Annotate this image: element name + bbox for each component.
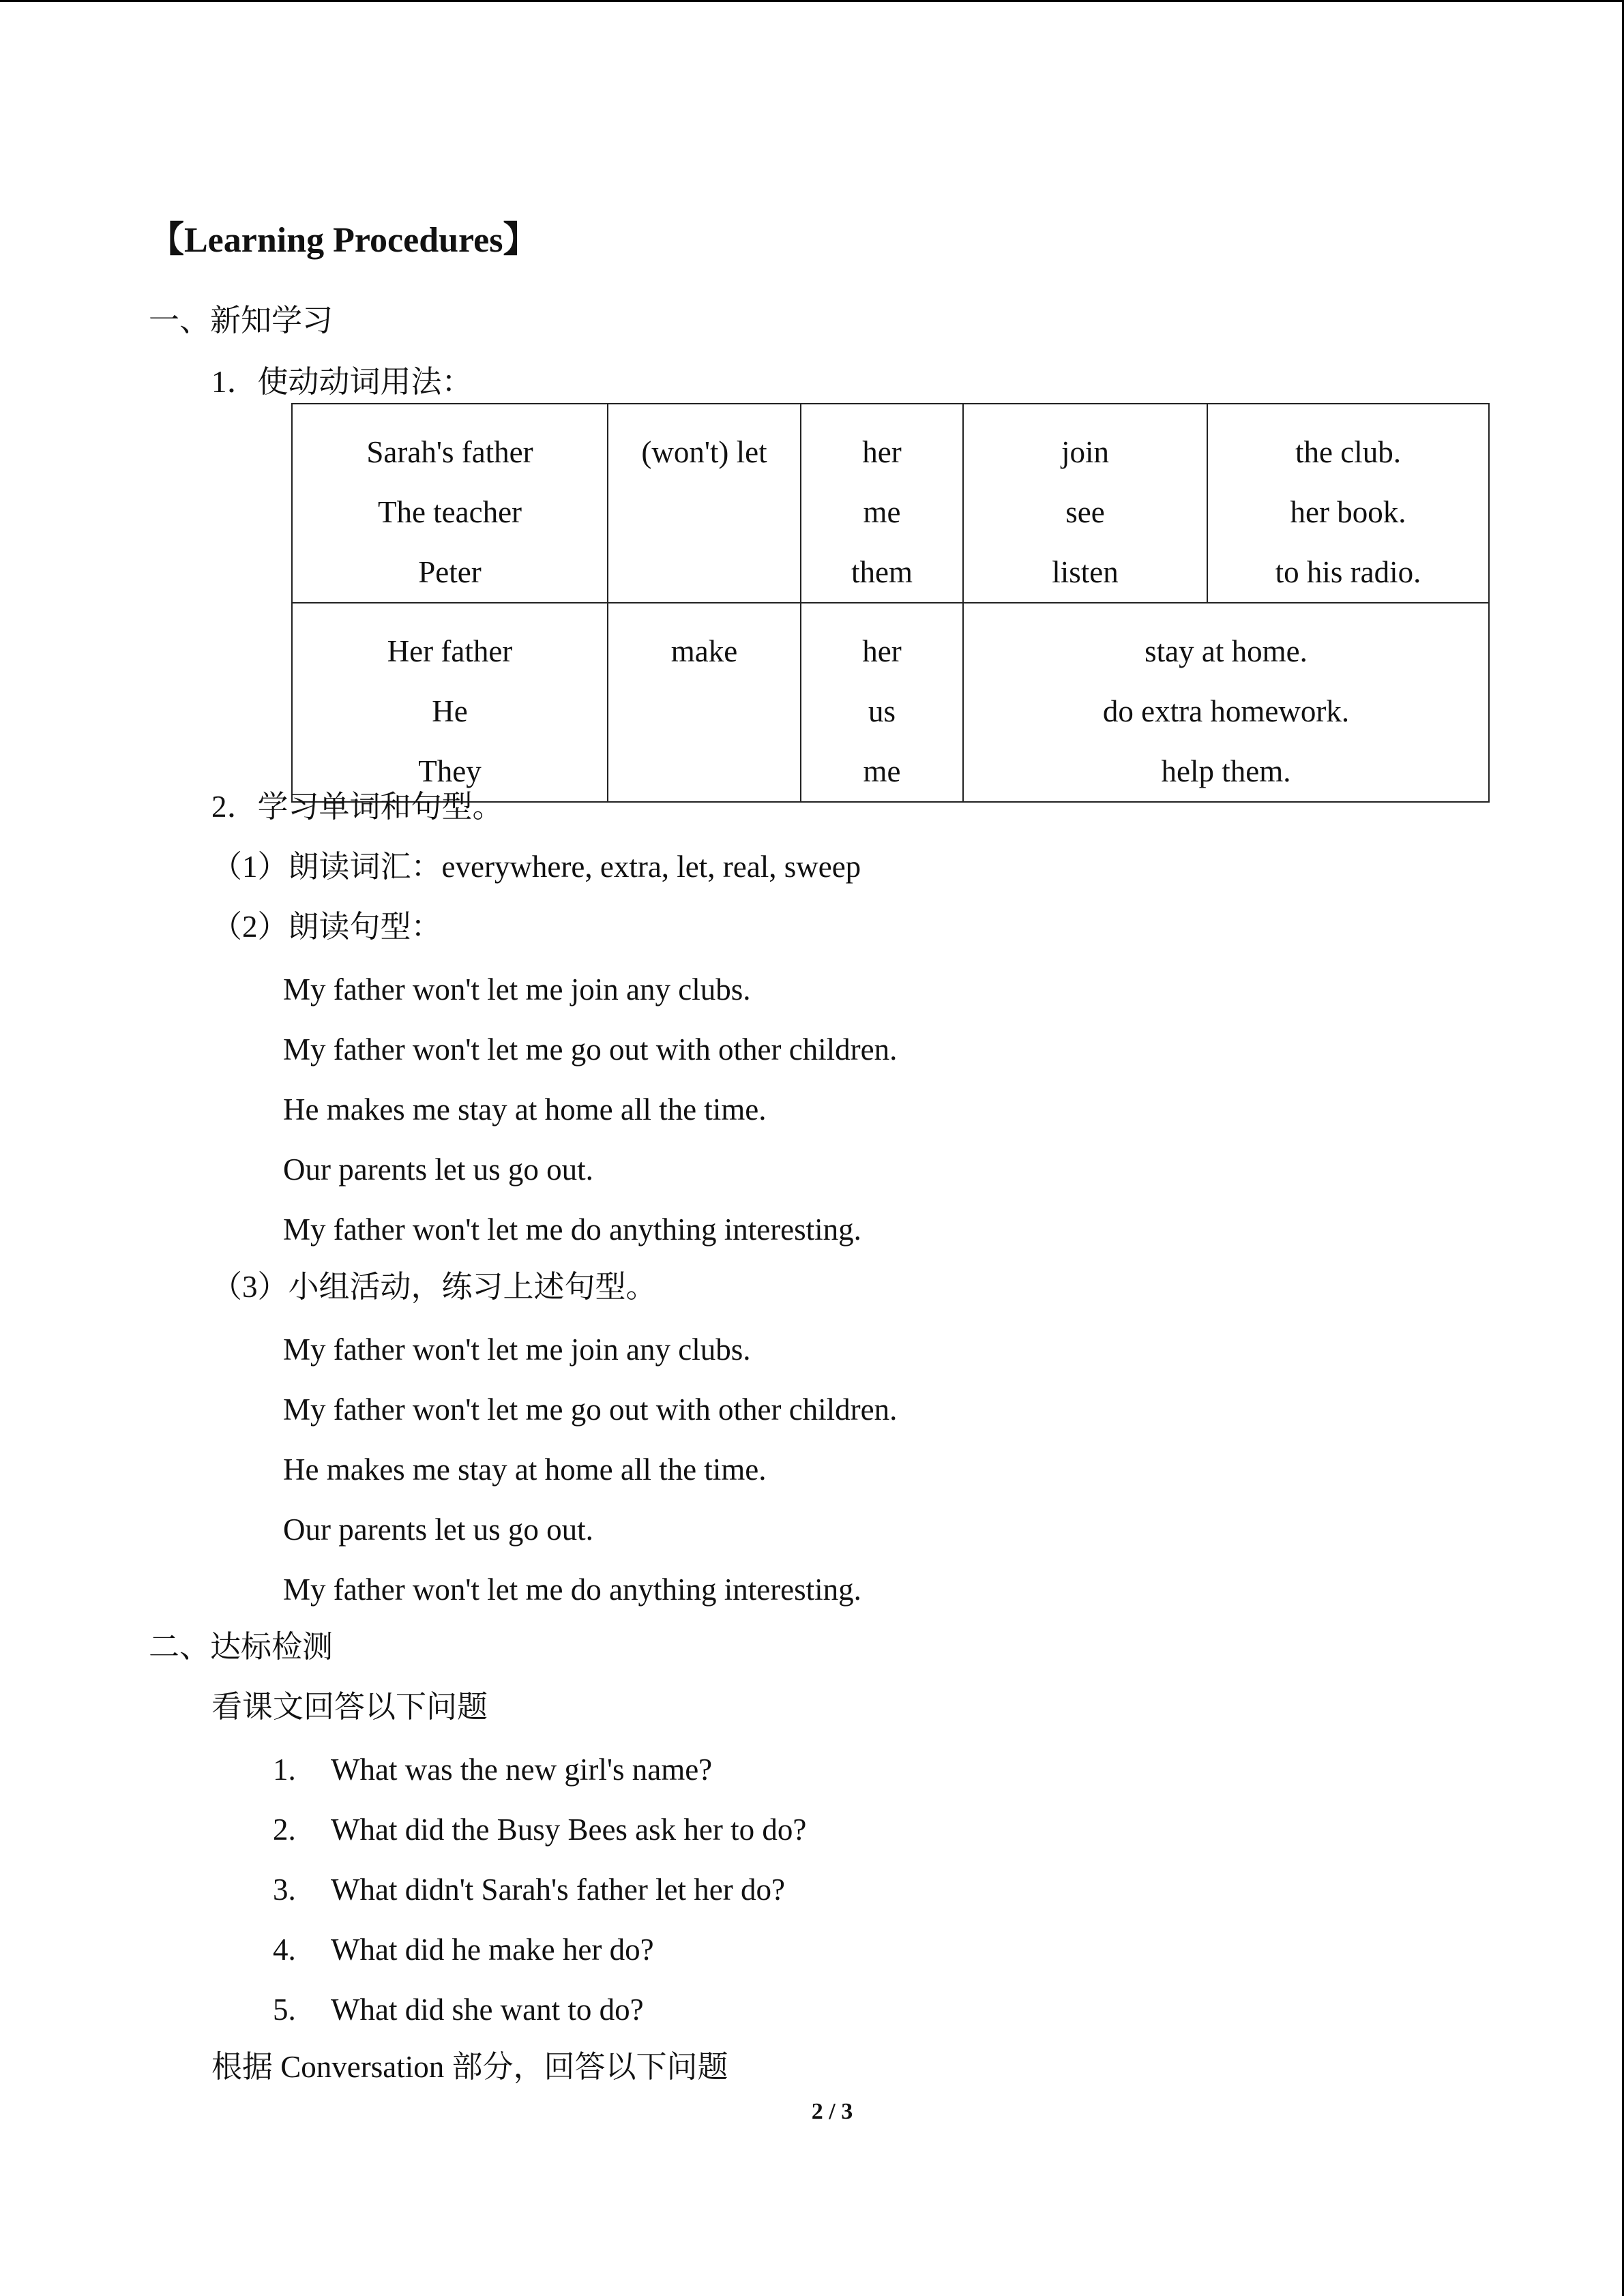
section-1-title: 一、新知学习	[149, 303, 334, 338]
sentence-patterns-label: （2）朗读句型：	[211, 910, 442, 944]
sentence-line: My father won't let me do anything interesting.	[283, 1212, 861, 1247]
question-item: 1. What was the new girl's name?	[273, 1753, 713, 1787]
section-2-title: 二、达标检测	[149, 1630, 334, 1664]
table-row-let	[292, 404, 1489, 603]
sentence-line: Our parents let us go out.	[283, 1152, 593, 1187]
question-item: 3. What didn't Sarah's father let her do?	[273, 1873, 785, 1907]
table-cell-subjects: Her father He They	[292, 603, 608, 802]
page-heading: 【Learning Procedures】	[149, 221, 539, 260]
sentence-line: My father won't let me do anything interesting.	[283, 1572, 861, 1607]
table-cell-objects: her us me	[801, 603, 963, 802]
sentence-line: My father won't let me join any clubs.	[283, 972, 751, 1007]
causative-verb-table	[291, 403, 1490, 803]
question-item: 4. What did he make her do?	[273, 1933, 654, 1967]
table-row-make	[292, 603, 1489, 802]
sentence-line: He makes me stay at home all the time.	[283, 1092, 767, 1127]
table-cell-actions: join see listen	[963, 404, 1207, 603]
conversation-questions-intro: 根据 Conversation 部分，回答以下问题	[211, 2050, 728, 2084]
questions-intro: 看课文回答以下问题	[211, 1690, 488, 1724]
table-cell-verb: (won't) let	[608, 404, 801, 603]
table-cell-objects: her me them	[801, 404, 963, 603]
question-item: 2. What did the Busy Bees ask her to do?	[273, 1813, 807, 1847]
table-cell-verb: make	[608, 603, 801, 802]
sentence-line: My father won't let me go out with other children.	[283, 1392, 898, 1427]
sentence-line: My father won't let me go out with other children.	[283, 1032, 898, 1067]
vocabulary-line: （1）朗读词汇：everywhere, extra, let, real, sweep	[211, 850, 861, 884]
group-activity-label: （3）小组活动，练习上述句型。	[211, 1270, 657, 1304]
sentence-line: Our parents let us go out.	[283, 1512, 593, 1547]
page-number: 2 / 3	[811, 2099, 853, 2124]
page-border-top	[0, 0, 1624, 2]
sentence-line: My father won't let me join any clubs.	[283, 1332, 751, 1367]
question-item: 5. What did she want to do?	[273, 1993, 644, 2027]
item-1-title: 1．使动动词用法：	[211, 365, 473, 399]
sentence-line: He makes me stay at home all the time.	[283, 1452, 767, 1487]
table-cell-complements: the club. her book. to his radio.	[1207, 404, 1489, 603]
table-cell-subjects: Sarah's father The teacher Peter	[292, 404, 608, 603]
item-2-title: 2．学习单词和句型。	[211, 790, 503, 824]
table-cell-phrases: stay at home. do extra homework. help them.	[963, 603, 1489, 802]
